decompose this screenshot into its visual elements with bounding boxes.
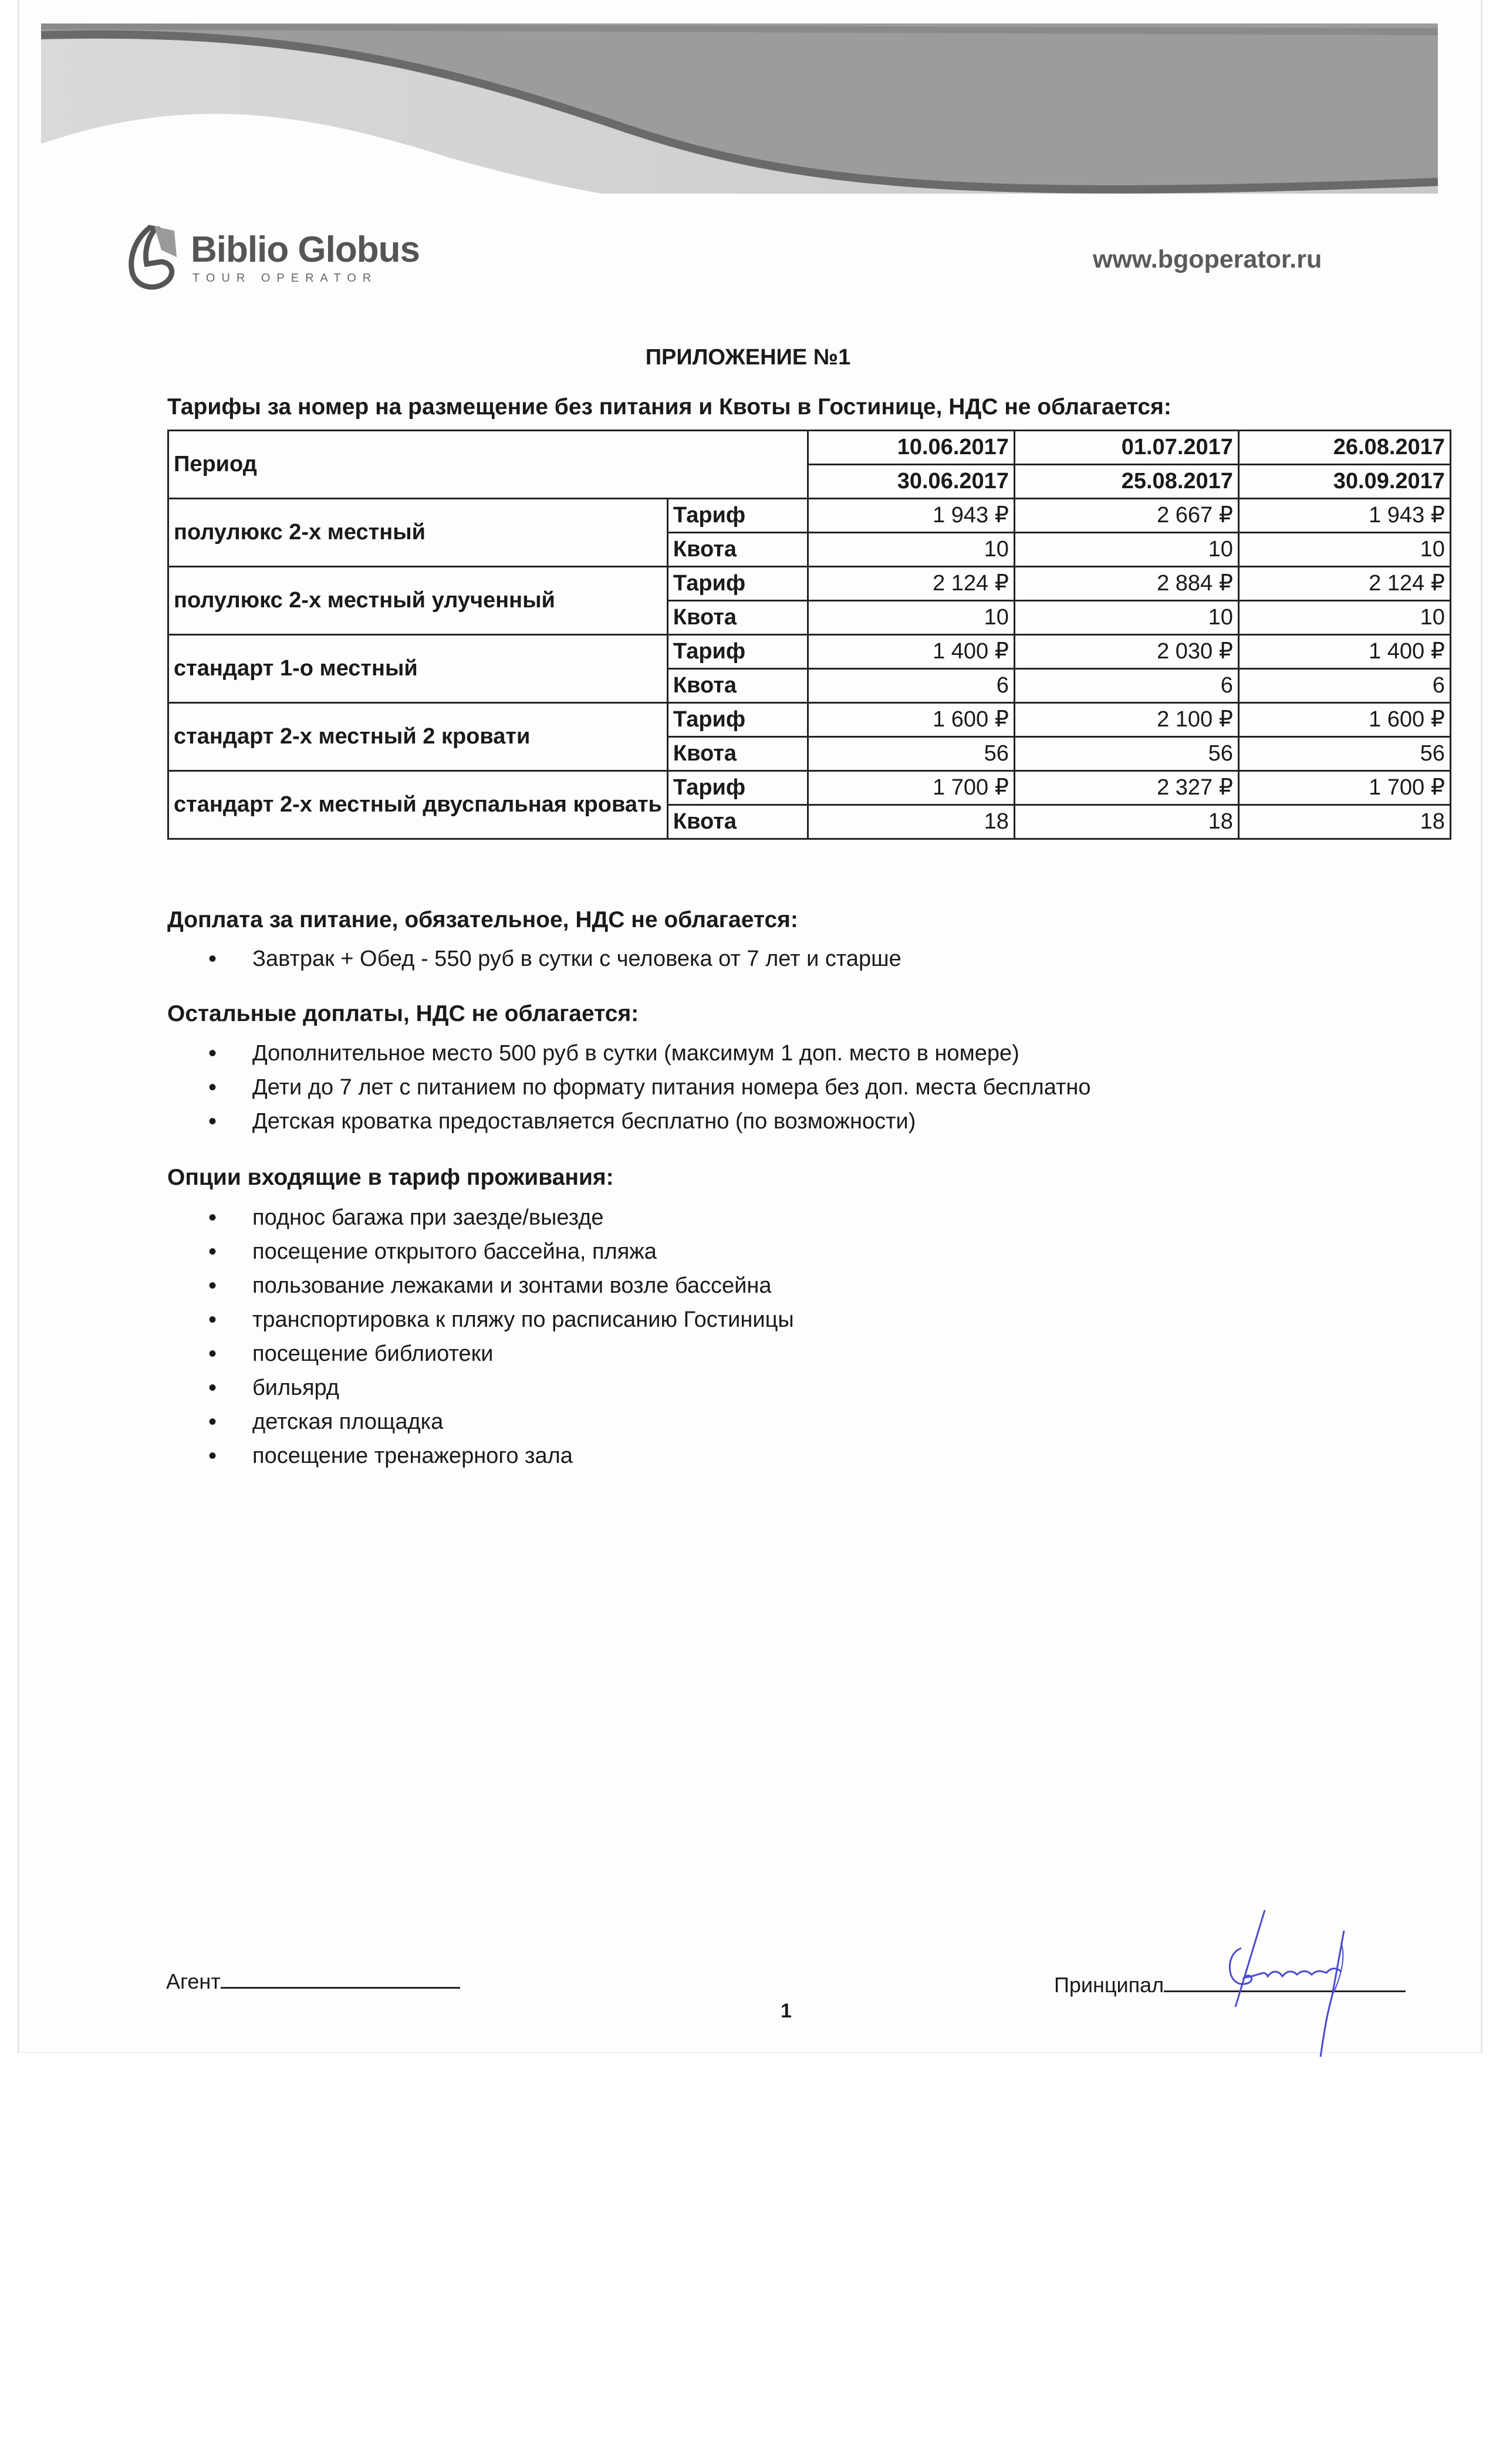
quota-cell: 6 (1238, 669, 1450, 703)
brand-tagline: TOUR OPERATOR (193, 272, 378, 285)
table-row (168, 567, 1451, 601)
included-options-heading: Опции входящие в тариф проживания: (167, 1165, 614, 1190)
tariff-cell: 1 700 ₽ (1238, 771, 1450, 805)
tariff-label: Тариф (667, 499, 808, 533)
tariff-cell: 2 327 ₽ (1014, 771, 1238, 805)
list-item: • пользование лежаками и зонтами возле бассейна (208, 1269, 794, 1303)
tariff-cell: 1 400 ₽ (1238, 635, 1450, 669)
quota-label: Квота (667, 669, 808, 703)
tariff-label: Тариф (667, 567, 808, 601)
period-3-from: 26.08.2017 (1238, 431, 1450, 465)
tariff-label: Тариф (667, 771, 808, 805)
list-item: • поднос багажа при заезде/выезде (208, 1201, 794, 1235)
period-label: Период (168, 431, 808, 499)
quota-cell: 18 (1238, 805, 1450, 839)
room-name: стандарт 2-х местный 2 кровати (168, 703, 668, 771)
table-row (168, 635, 1451, 669)
tariff-cell: 1 600 ₽ (1238, 703, 1450, 737)
tariff-cell: 1 600 ₽ (808, 703, 1014, 737)
tariff-label: Тариф (667, 703, 808, 737)
quota-cell: 10 (1238, 601, 1450, 635)
table-header-row (168, 431, 1451, 465)
tariff-cell: 1 700 ₽ (808, 771, 1014, 805)
list-item: • посещение открытого бассейна, пляжа (208, 1235, 794, 1269)
quota-cell: 10 (1014, 601, 1238, 635)
period-1-from: 10.06.2017 (808, 431, 1014, 465)
page-number: 1 (781, 2000, 792, 2022)
tariff-cell: 1 943 ₽ (1238, 499, 1450, 533)
quota-label: Квота (667, 533, 808, 567)
list-item: • Дети до 7 лет с питанием по формату питания номера без доп. места бесплатно (208, 1070, 1091, 1104)
table-caption: Тарифы за номер на размещение без питания и Квоты в Гостинице, НДС не облагается: (167, 394, 1171, 420)
quota-cell: 56 (1014, 737, 1238, 771)
other-surcharges-list (208, 1036, 1091, 1138)
biblio-globus-logo-icon (126, 222, 182, 292)
list-item: • детская площадка (208, 1405, 794, 1439)
quota-cell: 10 (1238, 533, 1450, 567)
tariff-cell: 2 884 ₽ (1014, 567, 1238, 601)
table-row (168, 499, 1451, 533)
signature-icon (1200, 1907, 1400, 2060)
quota-cell: 6 (1014, 669, 1238, 703)
table-row (168, 703, 1451, 737)
brand-logo (126, 222, 478, 292)
list-item: • Дополнительное место 500 руб в сутки (максимум 1 доп. место в номере) (208, 1036, 1091, 1070)
tariff-cell: 2 100 ₽ (1014, 703, 1238, 737)
website-link[interactable]: www.bgoperator.ru (1093, 245, 1322, 273)
meal-surcharge-heading: Доплата за питание, обязательное, НДС не облагается: (167, 907, 798, 932)
period-2-from: 01.07.2017 (1014, 431, 1238, 465)
quota-cell: 56 (808, 737, 1014, 771)
tariff-cell: 2 667 ₽ (1014, 499, 1238, 533)
quota-cell: 10 (808, 533, 1014, 567)
rates-table (167, 430, 1451, 840)
tariff-cell: 2 124 ₽ (808, 567, 1014, 601)
list-item: • посещение библиотеки (208, 1337, 794, 1371)
included-options-list (208, 1201, 794, 1473)
period-1-to: 30.06.2017 (808, 465, 1014, 499)
tariff-cell: 1 943 ₽ (808, 499, 1014, 533)
room-name: стандарт 2-х местный двуспальная кровать (168, 771, 668, 839)
quota-cell: 18 (1014, 805, 1238, 839)
quota-cell: 6 (808, 669, 1014, 703)
list-item: • посещение тренажерного зала (208, 1439, 794, 1473)
quota-cell: 10 (1014, 533, 1238, 567)
list-item: • Завтрак + Обед - 550 руб в сутки с человека от 7 лет и старше (208, 942, 901, 976)
tariff-cell: 2 030 ₽ (1014, 635, 1238, 669)
quota-label: Квота (667, 805, 808, 839)
agent-label: Агент (166, 1969, 221, 1993)
header-wave-graphic (41, 23, 1438, 205)
room-name: полулюкс 2-х местный улученный (168, 567, 668, 635)
tariff-cell: 1 400 ₽ (808, 635, 1014, 669)
meal-surcharge-list (208, 942, 901, 976)
other-surcharges-heading: Остальные доплаты, НДС не облагается: (167, 1001, 639, 1026)
list-item: • транспортировка к пляжу по расписанию Гостиницы (208, 1303, 794, 1337)
tariff-cell: 2 124 ₽ (1238, 567, 1450, 601)
period-2-to: 25.08.2017 (1014, 465, 1238, 499)
quota-cell: 18 (808, 805, 1014, 839)
table-row (168, 771, 1451, 805)
tariff-label: Тариф (667, 635, 808, 669)
quota-label: Квота (667, 601, 808, 635)
quota-cell: 10 (808, 601, 1014, 635)
agent-signature-field[interactable] (221, 1986, 460, 1989)
quota-cell: 56 (1238, 737, 1450, 771)
room-name: полулюкс 2-х местный (168, 499, 668, 567)
list-item: • Детская кроватка предоставляется бесплатно (по возможности) (208, 1104, 1091, 1138)
document-title: ПРИЛОЖЕНИЕ №1 (645, 345, 851, 370)
period-3-to: 30.09.2017 (1238, 465, 1450, 499)
list-item: • бильярд (208, 1371, 794, 1405)
quota-label: Квота (667, 737, 808, 771)
brand-name: Biblio Globus (191, 229, 420, 270)
agent-signature-line (166, 1969, 460, 1994)
room-name: стандарт 1-о местный (168, 635, 668, 703)
principal-label: Принципал (1054, 1973, 1164, 1997)
